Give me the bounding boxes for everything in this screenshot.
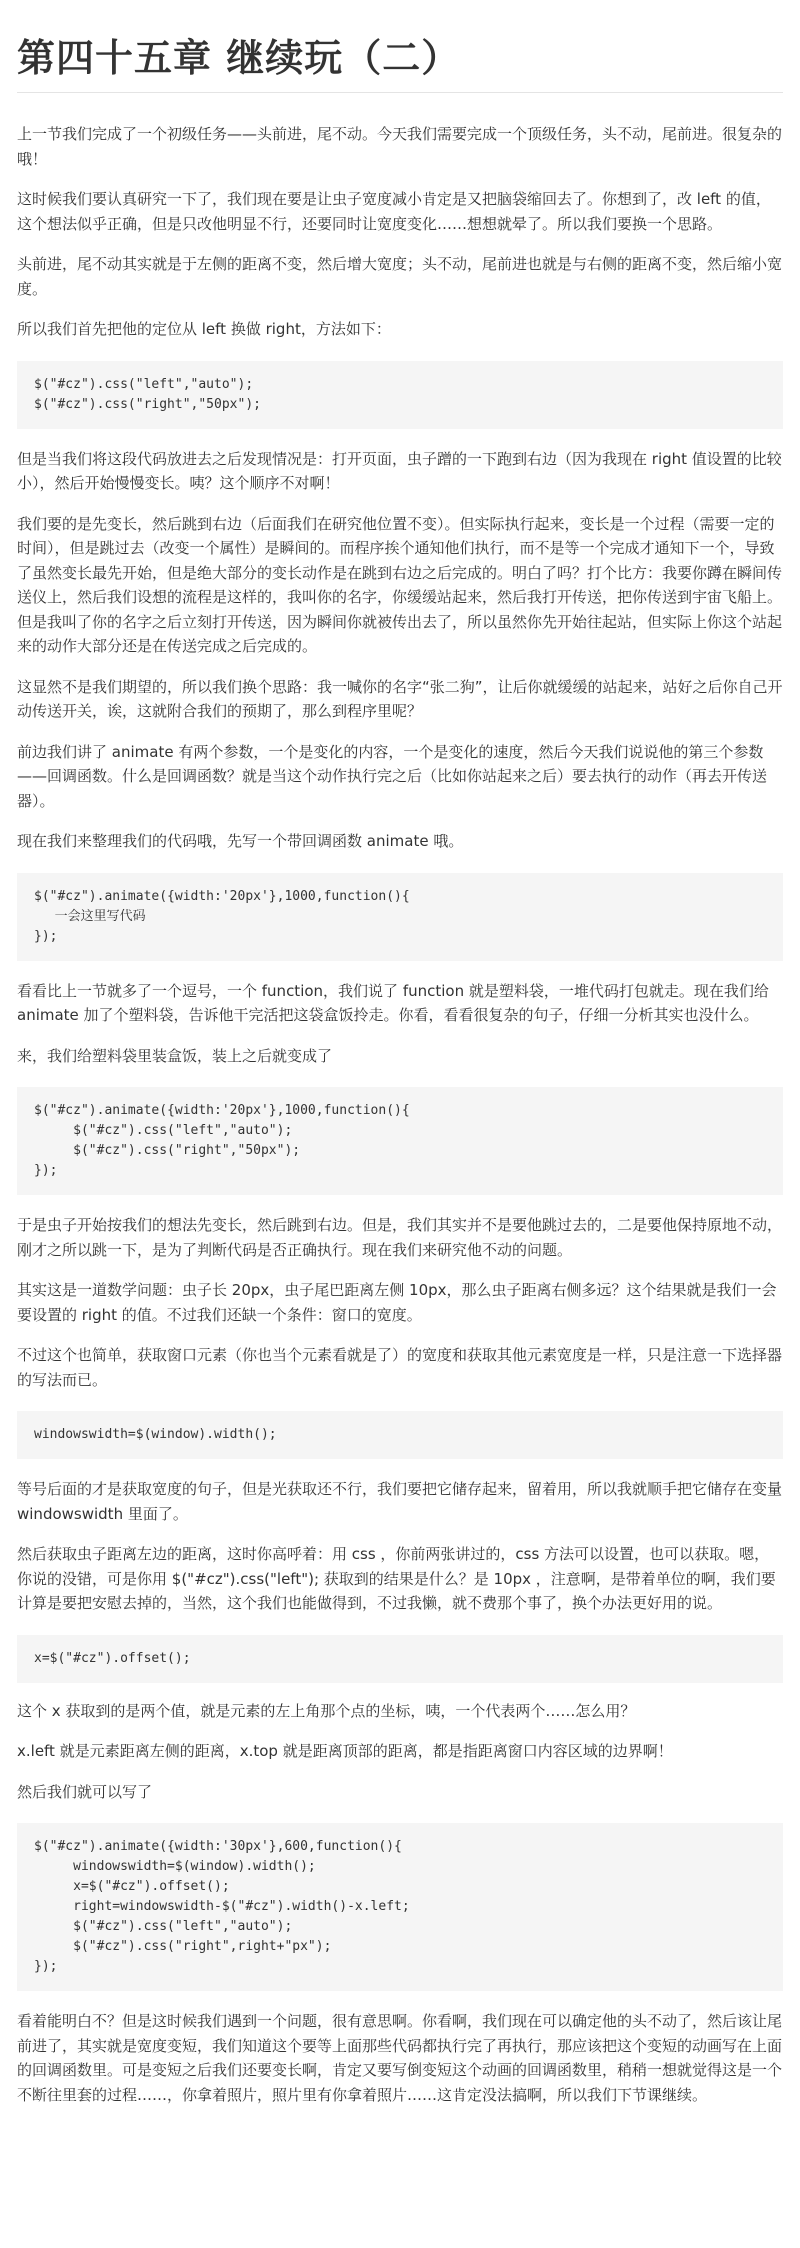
paragraph: 这显然不是我们期望的，所以我们换个思路：我一喊你的名字“张二狗”，让后你就缓缓的站起来，站好之后你自己开动传送开关，诶，这就附合我们的预期了，那么到程序里呢？ — [17, 677, 783, 720]
code-block — [17, 873, 783, 961]
paragraph: 然后获取虫子距离左边的距离，这时你高呼着：用 css ，你前两张讲过的，css 方法可以设置，也可以获取。嗯，你说的没错，可是你用 $("#cz").css("left"); 获取到的结果是什么？是 10px ，注意啊，是带着单位的啊，我们要计算是要把安慰去掉的，当然，这个我们也能做得到，不过我懒，就不费那个事了，换个办法更好用的说。 — [17, 1545, 776, 1612]
paragraph: 看看比上一节就多了一个逗号，一个 function，我们说了 function 就是塑料袋，一堆代码打包就走。现在我们给 animate 加了个塑料袋，告诉他干完活把这袋盒饭拎走。你看，看看很复杂的句子，仔细一分析其实也没什么。 — [17, 981, 769, 1024]
code-block: $("#cz").animate({width:'20px'},1000,function(){ $("#cz").css("left","auto"); $("#cz").css("right","50px"); }); — [17, 1087, 783, 1195]
title-divider — [17, 92, 783, 93]
paragraph: 来，我们给塑料袋里装盒饭，装上之后就变成了 — [17, 1046, 333, 1065]
paragraph: 这个 x 获取到的是两个值，就是元素的左上角那个点的坐标，咦，一个代表两个……怎么用？ — [17, 1701, 636, 1720]
paragraph: 看着能明白不？但是这时候我们遇到一个问题，很有意思啊。你看啊，我们现在可以确定他的头不动了，然后该让尾前进了，其实就是宽度变短，我们知道这个要等上面那些代码都执行完了再执行，那应该把这个变短的动画写在上面的回调函数里。可是变短之后我们还要变长啊，肯定又要写倒变短这个动画的回调函数里，稍稍一想就觉得这是一个不断往里套的过程……，你拿着照片，照片里有你拿着照片……这肯定没法搞啊，所以我们下节课继续。 — [17, 2012, 783, 2104]
code-block: x=$("#cz").offset(); — [17, 1635, 783, 1683]
article-title: 第四十五章 继续玩（二） — [17, 36, 461, 80]
paragraph: 这时候我们要认真研究一下了，我们现在要是让虫子宽度减小肯定是又把脑袋缩回去了。你想到了，改 left 的值，这个想法似乎正确，但是只改他明显不行，还要同时让宽度变化……想想就晕了。所以我们要换一个思路。 — [17, 190, 771, 233]
paragraph: 我们要的是先变长，然后跳到右边（后面我们在研究他位置不变）。但实际执行起来，变长是一个过程（需要一定的时间），但是跳过去（改变一个属性）是瞬间的。而程序挨个通知他们执行，而不是等一个完成才通知下一个，导致了虽然变长最先开始，但是绝大部分的变长动作是在跳到右边之后完成的。明白了吗？打个比方：我要你蹲在瞬间传送仪上，然后我们设想的流程是这样的，我叫你的名字，你缓缓站起来，然后我打开传送，把你传送到宇宙飞船上。但是我叫了你的名字之后立刻打开传送，因为瞬间你就被传出去了，所以虽然你先开始往起站，但实际上你这个站起来的动作大部分还是在传送完成之后完成的。 — [17, 514, 783, 655]
paragraph: 但是当我们将这段代码放进去之后发现情况是：打开页面，虫子蹭的一下跑到右边（因为我现在 right 值设置的比较小），然后开始慢慢变长。咦？这个顺序不对啊！ — [17, 449, 782, 492]
code-block: windowswidth=$(window).width(); — [17, 1411, 783, 1459]
code-line: 一会这里写代码 — [34, 908, 146, 924]
code-line: }); — [34, 928, 58, 944]
paragraph: x.left 就是元素距离左侧的距离，x.top 就是距离顶部的距离，都是指距离窗口内容区域的边界啊！ — [17, 1742, 673, 1760]
code-line: $("#cz").animate({width:'20px'},1000,function(){ — [34, 888, 410, 904]
paragraph: 等号后面的才是获取宽度的句子，但是光获取还不行，我们要把它储存起来，留着用，所以我就顺手把它储存在变量 windowswidth 里面了。 — [17, 1480, 783, 1523]
paragraph: 然后我们就可以写了 — [17, 1782, 153, 1801]
paragraph: 上一节我们完成了一个初级任务——头前进，尾不动。今天我们需要完成一个顶级任务，头不动，尾前进。很复杂的哦！ — [17, 125, 783, 168]
paragraph: 不过这个也简单，获取窗口元素（你也当个元素看就是了）的宽度和获取其他元素宽度是一样，只是注意一下选择器的写法而已。 — [17, 1346, 783, 1389]
paragraph: 于是虫子开始按我们的想法先变长，然后跳到右边。但是，我们其实并不是要他跳过去的，二是要他保持原地不动，刚才之所以跳一下，是为了判断代码是否正确执行。现在我们来研究他不动的问题。 — [17, 1216, 783, 1259]
code-block: $("#cz").css("left","auto"); $("#cz").css("right","50px"); — [17, 361, 783, 429]
paragraph: 所以我们首先把他的定位从 left 换做 right，方法如下： — [17, 320, 391, 338]
paragraph: 头前进，尾不动其实就是于左侧的距离不变，然后增大宽度；头不动，尾前进也就是与右侧的距离不变，然后缩小宽度。 — [17, 255, 783, 298]
paragraph: 其实这是一道数学问题：虫子长 20px，虫子尾巴距离左侧 10px，那么虫子距离右侧多远？这个结果就是我们一会要设置的 right 的值。不过我们还缺一个条件：窗口的宽度。 — [17, 1281, 777, 1324]
paragraph: 前边我们讲了 animate 有两个参数，一个是变化的内容，一个是变化的速度，然后今天我们说说他的第三个参数——回调函数。什么是回调函数？就是当这个动作执行完之后（比如你站起来之后）要去执行的动作（再去开传送器）。 — [17, 742, 768, 810]
code-block: $("#cz").animate({width:'30px'},600,function(){ windowswidth=$(window).width(); x=$("#cz").offset(); right=windowswidth-$("#cz").width()-x.left; $("#cz").css("left","auto"); $("#cz").css("right",right+"px"); }); — [17, 1823, 783, 1991]
paragraph: 现在我们来整理我们的代码哦，先写一个带回调函数 animate 哦。 — [17, 832, 464, 850]
